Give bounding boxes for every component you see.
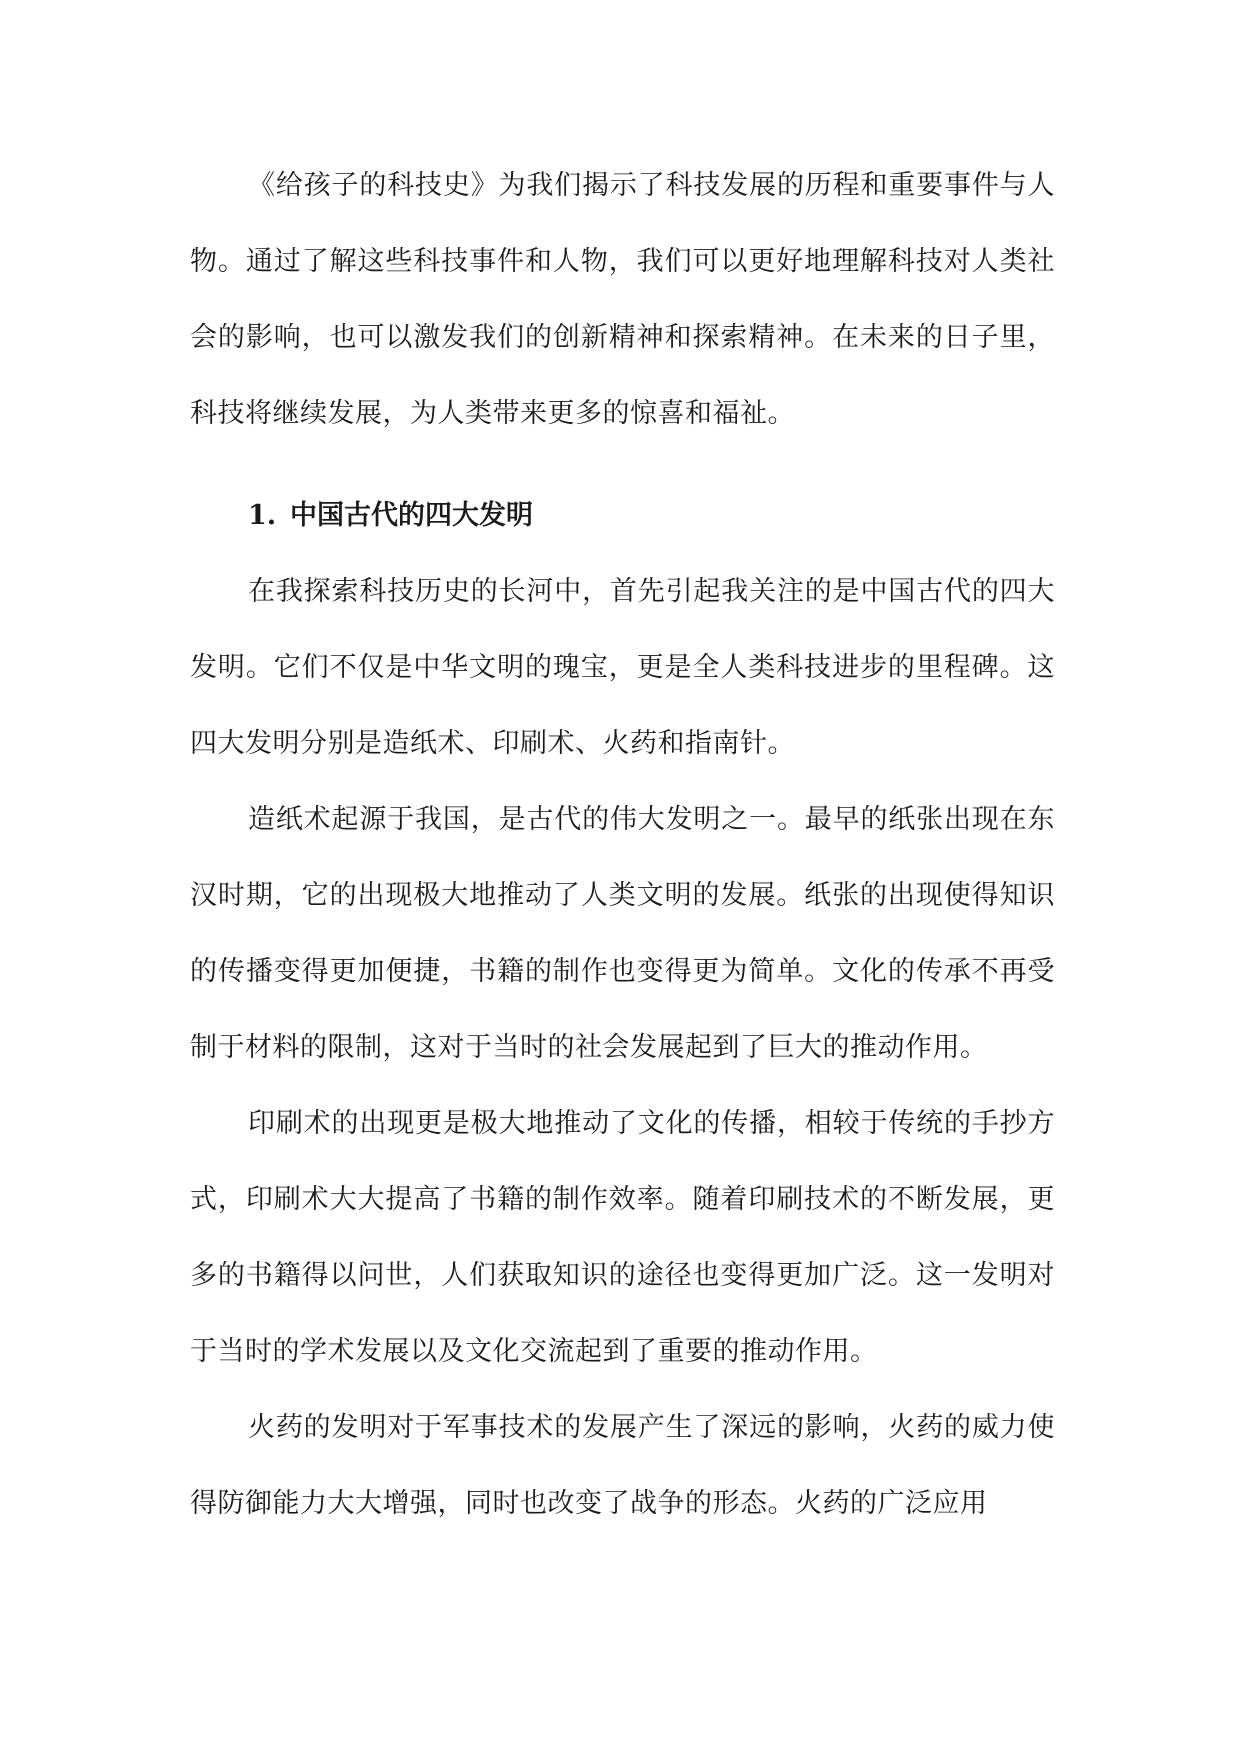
paragraph-four-inventions: 在我探索科技历史的长河中，首先引起我关注的是中国古代的四大发明。它们不仅是中华文明的瑰宝，更是全人类科技进步的里程碑。这四大发明分别是造纸术、印刷术、火药和指南针。 xyxy=(190,576,1055,759)
paragraph-printing: 印刷术的出现更是极大地推动了文化的传播，相较于传统的手抄方式，印刷术大大提高了书籍的制作效率。随着印刷技术的不断发展，更多的书籍得以问世，人们获取知识的途径也变得更加广泛。这一发明对于当时的学术发展以及文化交流起到了重要的推动作用。 xyxy=(190,1108,1055,1367)
paragraph-gunpowder: 火药的发明对于军事技术的发展产生了深远的影响，火药的威力使得防御能力大大增强，同时也改变了战争的形态。火药的广泛应用 xyxy=(190,1412,1055,1519)
paragraph-papermaking: 造纸术起源于我国，是古代的伟大发明之一。最早的纸张出现在东汉时期，它的出现极大地推动了人类文明的发展。纸张的出现使得知识的传播变得更加便捷，书籍的制作也变得更为简单。文化的传承不再受制于材料的限制，这对于当时的社会发展起到了巨大的推动作用。 xyxy=(190,804,1055,1063)
document-body xyxy=(190,148,1055,1542)
section-number: 1. xyxy=(248,500,277,531)
intro-paragraph: 《给孩子的科技史》为我们揭示了科技发展的历程和重要事件与人物。通过了解这些科技事件和人物，我们可以更好地理解科技对人类社会的影响，也可以激发我们的创新精神和探索精神。在未来的日子里，科技将继续发展，为人类带来更多的惊喜和福祉。 xyxy=(190,170,1055,429)
section-heading xyxy=(190,478,1055,554)
section-title: 中国古代的四大发明 xyxy=(290,500,533,531)
